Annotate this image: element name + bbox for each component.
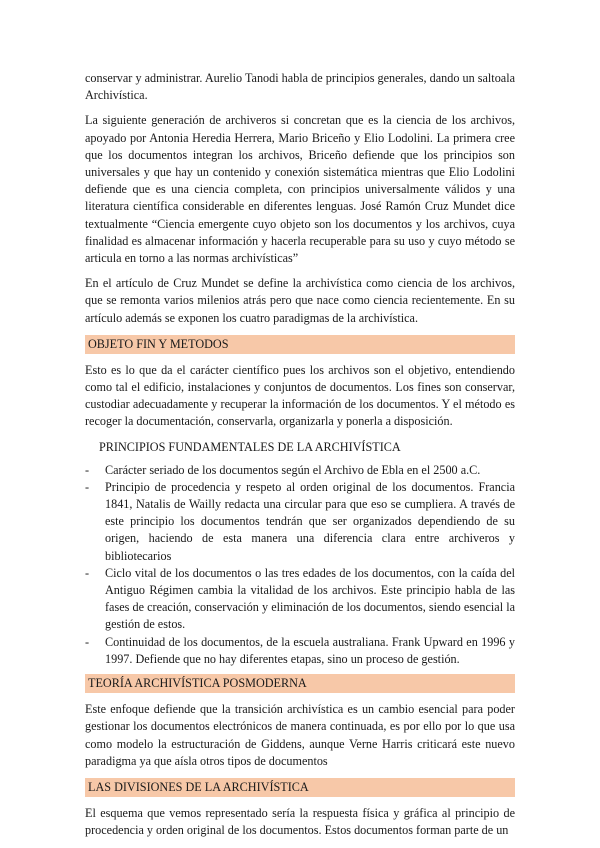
paragraph-intro: conservar y administrar. Aurelio Tanodi habla de principios generales, dando un saltoala Archivística.: [85, 71, 515, 103]
paragraph-divisiones: El esquema que vemos representado sería la respuesta física y gráfica al principio de procedencia y orden original de los documentos. Estos documentos forman parte de un: [85, 805, 515, 838]
list-item: [85, 479, 515, 565]
paragraph-objeto: Esto es lo que da el carácter científico pues los archivos son el objetivo, entendiendo como tal el edificio, instalaciones y conjuntos de documentos. Los fines son conservar, custodiar adecuadamente y recuperar la información de los documentos. Y el método es recoger la documentación, conservarla, organizarla y ponerla a disposición.: [85, 362, 515, 429]
dash-bullet: -: [85, 634, 90, 649]
list-item: [85, 634, 515, 668]
list-item-text: Carácter seriado de los documentos según el Archivo de Ebla en el 2500 a.C.: [105, 462, 481, 477]
principles-list: [85, 462, 515, 668]
section-heading-posmoderna: TEORÍA ARCHIVÍSTICA POSMODERNA: [85, 674, 515, 693]
list-item: [85, 565, 515, 634]
section-heading-objeto: OBJETO FIN Y METODOS: [85, 335, 515, 354]
section-heading-divisiones: LAS DIVISIONES DE LA ARCHIVÍSTICA: [85, 778, 515, 797]
dash-bullet: -: [85, 479, 90, 494]
dash-bullet: -: [85, 462, 90, 477]
list-item-text: Continuidad de los documentos, de la escuela australiana. Frank Upward en 1996 y 1997. Defiende que no hay diferentes etapas, sino un proceso de gestión.: [105, 634, 515, 666]
paragraph-cruz-mundet: En el artículo de Cruz Mundet se define la archivística como ciencia de los archivos, que se remonta varios milenios atrás pero que nace como ciencia recientemente. En su artículo además se exponen los cuatro paradigmas de la archivística.: [85, 276, 515, 325]
dash-bullet: -: [85, 565, 90, 580]
paragraph-generation: La siguiente generación de archiveros si concretan que es la ciencia de los archivos, apoyado por Antonia Heredia Herrera, Mario Briceño y Elio Lodolini. La primera cree que los documentos integran los archivos, Briceño defiende que los principios son universales y que hay un contenido y conexión sistemática mientras que Elio Lodolini defiende que es una ciencia completa, con principios universalmente válidos y una literatura científica considerable en diferentes lenguas. José Ramón Cruz Mundet dice textualmente “Ciencia emergente cuyo objeto son los documentos y los archivos, cuya finalidad es almacenar información y hacerla recuperable para su uso y cuyo método se articula en torno a las normas archivísticas”: [85, 113, 515, 266]
list-item: [85, 462, 515, 479]
list-item-text: Principio de procedencia y respeto al orden original de los documentos. Francia 1841, Natalis de Wailly redacta una circular para que eso se cumpliera. A través de este principio los documentos tendrán que ser organizados dependiendo de su origen, haciendo de esta manera una diferencia clara entre archiveros y bibliotecarios: [105, 479, 515, 563]
list-item-text: Ciclo vital de los documentos o las tres edades de los documentos, con la caída del Antiguo Régimen cambia la vitalidad de los archivos. Este principio habla de las fases de creación, conservación y eliminación de los documentos, siendo esencial la gestión de estos.: [105, 565, 515, 632]
paragraph-posmoderna: Este enfoque defiende que la transición archivística es un cambio esencial para poder gestionar los documentos electrónicos de manera continuada, es por ello por lo que usa como modelo la estructuración de Giddens, aunque Verne Harris criticará este nuevo paradigma ya que aísla otros tipos de documentos: [85, 702, 515, 768]
section-heading-principios: PRINCIPIOS FUNDAMENTALES DE LA ARCHIVÍSTICA: [99, 439, 401, 454]
